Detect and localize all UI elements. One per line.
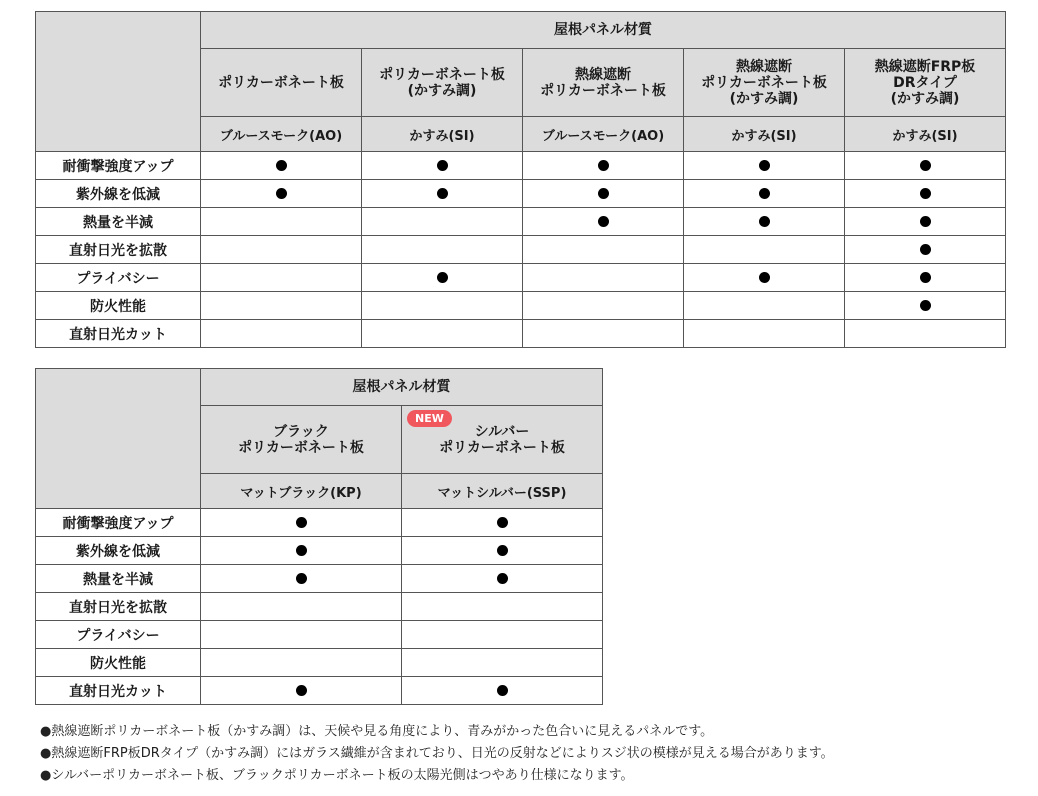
check-dot-icon <box>497 545 508 556</box>
row-label: 直射日光カット <box>36 320 201 348</box>
check-dot-icon <box>296 545 307 556</box>
material-comparison-table-2 <box>35 368 603 705</box>
check-dot-icon <box>920 300 931 311</box>
table-cell <box>523 236 684 264</box>
table-cell <box>845 180 1006 208</box>
table-cell <box>201 208 362 236</box>
table-cell <box>362 180 523 208</box>
check-dot-icon <box>598 160 609 171</box>
column-name-line: 熱線遮断 <box>575 66 631 83</box>
row-label: プライバシー <box>36 621 201 649</box>
column-name-line: シルバー <box>474 423 530 440</box>
table-row <box>36 565 603 593</box>
column-name-line: ポリカーボネート板 <box>540 82 666 99</box>
new-badge: NEW <box>407 410 452 427</box>
check-dot-icon <box>497 517 508 528</box>
table-cell <box>402 677 603 705</box>
column-header <box>201 406 402 474</box>
table-row <box>36 152 1006 180</box>
table-cell <box>845 208 1006 236</box>
check-dot-icon <box>759 216 770 227</box>
column-name-line: 熱線遮断FRP板 <box>874 58 976 75</box>
table-cell <box>845 292 1006 320</box>
check-dot-icon <box>920 244 931 255</box>
check-dot-icon <box>276 188 287 199</box>
table-cell <box>201 593 402 621</box>
table-row <box>36 180 1006 208</box>
table-cell <box>684 320 845 348</box>
table-cell <box>523 152 684 180</box>
table-cell <box>523 292 684 320</box>
check-dot-icon <box>497 573 508 584</box>
check-dot-icon <box>296 517 307 528</box>
column-name-line: DRタイプ <box>893 74 957 91</box>
row-label: プライバシー <box>36 264 201 292</box>
table-cell <box>402 565 603 593</box>
column-name-line: ブラック <box>273 423 329 440</box>
table-cell <box>201 677 402 705</box>
column-header <box>201 49 362 117</box>
column-name-line: (かすみ調) <box>890 90 960 107</box>
check-dot-icon <box>920 216 931 227</box>
column-name-line: ポリカーボネート板 <box>701 74 827 91</box>
table-row <box>36 208 1006 236</box>
table-cell <box>523 208 684 236</box>
group-header: 屋根パネル材質 <box>201 12 1006 49</box>
table-cell <box>523 180 684 208</box>
table-cell <box>402 537 603 565</box>
check-dot-icon <box>437 160 448 171</box>
table-cell <box>684 180 845 208</box>
table-row <box>36 264 1006 292</box>
group-header: 屋根パネル材質 <box>201 369 603 406</box>
table-cell <box>684 236 845 264</box>
color-name: マットシルバー(SSP) <box>402 474 603 509</box>
table-cell <box>362 236 523 264</box>
table-1-body <box>36 152 1006 348</box>
table-cell <box>362 320 523 348</box>
table-row <box>36 537 603 565</box>
table-cell <box>201 565 402 593</box>
column-name-line: ポリカーボネート板 <box>218 74 344 91</box>
table-row <box>36 320 1006 348</box>
check-dot-icon <box>759 160 770 171</box>
check-dot-icon <box>276 160 287 171</box>
row-label: 紫外線を低減 <box>36 537 201 565</box>
table-cell <box>362 152 523 180</box>
table-cell <box>201 152 362 180</box>
table-cell <box>201 292 362 320</box>
note-line: ●熱線遮断ポリカーボネート板（かすみ調）は、天候や見る角度により、青みがかった色合いに見えるパネルです。 <box>40 724 714 739</box>
table-cell <box>201 649 402 677</box>
column-header <box>845 49 1006 117</box>
color-name: ブルースモーク(AO) <box>201 117 362 152</box>
table-cell <box>201 621 402 649</box>
row-label: 耐衝撃強度アップ <box>36 509 201 537</box>
check-dot-icon <box>920 272 931 283</box>
table-row <box>36 593 603 621</box>
color-name: ブルースモーク(AO) <box>523 117 684 152</box>
corner-cell <box>36 12 201 152</box>
table-cell <box>684 292 845 320</box>
column-name-line: ポリカーボネート板 <box>439 439 565 456</box>
column-name-line: 熱線遮断 <box>736 58 792 75</box>
check-dot-icon <box>437 188 448 199</box>
table-cell <box>523 264 684 292</box>
table-cell <box>362 208 523 236</box>
table-cell <box>845 264 1006 292</box>
table-cell <box>684 264 845 292</box>
table-cell <box>201 264 362 292</box>
row-label: 熱量を半減 <box>36 208 201 236</box>
table-cell <box>523 320 684 348</box>
check-dot-icon <box>296 573 307 584</box>
table-cell <box>201 537 402 565</box>
column-name-line: (かすみ調) <box>407 82 477 99</box>
column-name-line: ポリカーボネート板 <box>238 439 364 456</box>
column-name-line: ポリカーボネート板 <box>379 66 505 83</box>
table-cell <box>201 509 402 537</box>
color-name: かすみ(SI) <box>362 117 523 152</box>
table-cell <box>845 152 1006 180</box>
table-cell <box>362 292 523 320</box>
table-cell <box>402 593 603 621</box>
color-name: かすみ(SI) <box>845 117 1006 152</box>
row-label: 直射日光を拡散 <box>36 593 201 621</box>
color-name: かすみ(SI) <box>684 117 845 152</box>
check-dot-icon <box>920 188 931 199</box>
notes <box>40 721 834 787</box>
row-label: 耐衝撃強度アップ <box>36 152 201 180</box>
table-cell <box>684 152 845 180</box>
table-cell <box>402 509 603 537</box>
color-name: マットブラック(KP) <box>201 474 402 509</box>
check-dot-icon <box>296 685 307 696</box>
table-cell <box>402 621 603 649</box>
table-cell <box>201 180 362 208</box>
row-label: 防火性能 <box>36 292 201 320</box>
row-label: 熱量を半減 <box>36 565 201 593</box>
check-dot-icon <box>759 188 770 199</box>
check-dot-icon <box>759 272 770 283</box>
corner-cell <box>36 369 201 509</box>
column-header <box>402 406 603 474</box>
table-cell <box>845 236 1006 264</box>
row-label: 直射日光を拡散 <box>36 236 201 264</box>
table-2-body <box>36 509 603 705</box>
check-dot-icon <box>497 685 508 696</box>
check-dot-icon <box>598 216 609 227</box>
table-cell <box>684 208 845 236</box>
material-comparison-table-1 <box>35 11 1006 348</box>
table-cell <box>201 320 362 348</box>
table-row <box>36 509 603 537</box>
table-row <box>36 649 603 677</box>
table-cell <box>362 264 523 292</box>
column-header <box>362 49 523 117</box>
check-dot-icon <box>920 160 931 171</box>
table-cell <box>201 236 362 264</box>
table-row <box>36 292 1006 320</box>
table-row <box>36 236 1006 264</box>
column-header <box>523 49 684 117</box>
check-dot-icon <box>598 188 609 199</box>
table-cell <box>845 320 1006 348</box>
row-label: 防火性能 <box>36 649 201 677</box>
note-line: ●シルバーポリカーボネート板、ブラックポリカーボネート板の太陽光側はつやあり仕様になります。 <box>40 768 634 783</box>
row-label: 直射日光カット <box>36 677 201 705</box>
check-dot-icon <box>437 272 448 283</box>
table-cell <box>402 649 603 677</box>
column-name-line: (かすみ調) <box>729 90 799 107</box>
note-line: ●熱線遮断FRP板DRタイプ（かすみ調）にはガラス繊維が含まれており、日光の反射などによりスジ状の模様が見える場合があります。 <box>40 746 834 761</box>
column-header <box>684 49 845 117</box>
table-row <box>36 677 603 705</box>
row-label: 紫外線を低減 <box>36 180 201 208</box>
table-row <box>36 621 603 649</box>
